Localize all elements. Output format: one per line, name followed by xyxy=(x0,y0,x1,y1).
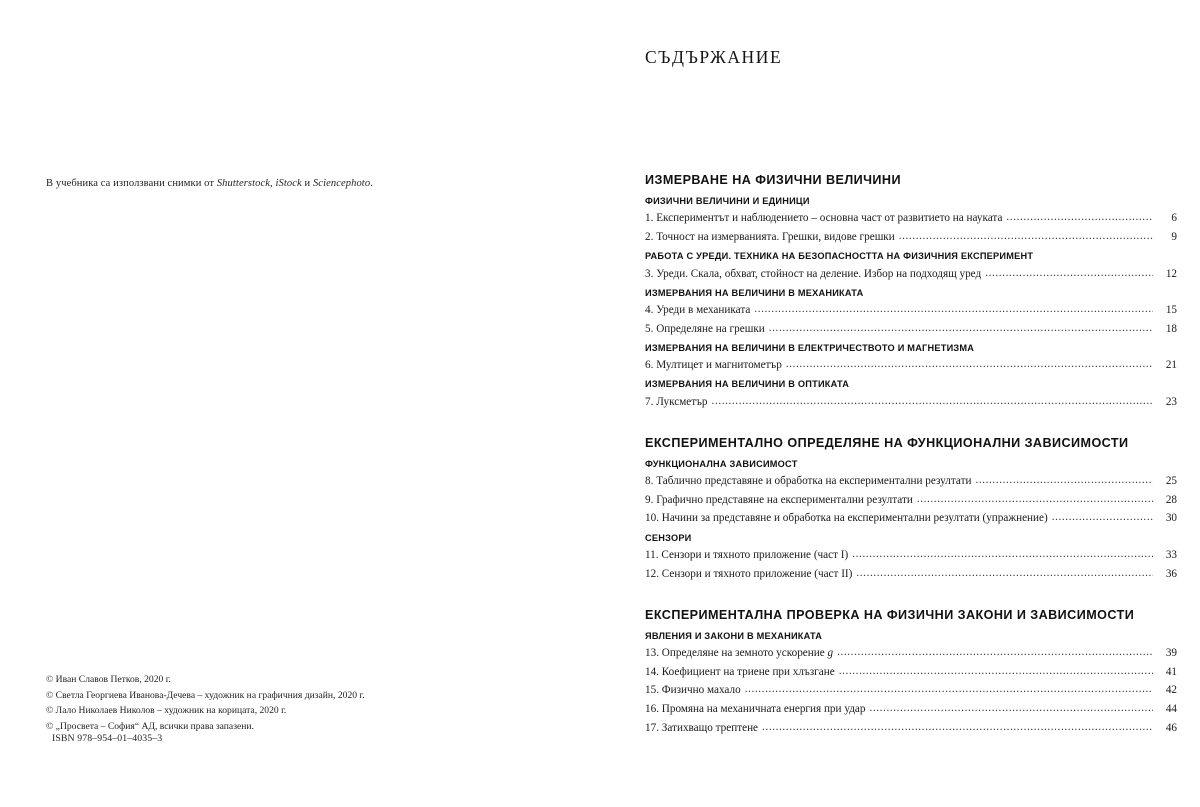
toc-dot-leader xyxy=(786,357,1153,368)
toc-section-title: ФИЗИЧНИ ВЕЛИЧИНИ И ЕДИНИЦИ xyxy=(645,195,810,206)
copyright-line: © Светла Георгиева Иванова-Дечева – художник на графичния дизайн, 2020 г. xyxy=(46,689,365,701)
toc-entry[interactable] xyxy=(645,211,1177,226)
toc-entry-label: 4. Уреди в механиката xyxy=(645,304,751,317)
toc-page-number: 23 xyxy=(1165,395,1177,408)
toc-entry-label: 10. Начини за представяне и обработка на експериментални резултати (упражнение) xyxy=(645,512,1048,525)
toc-entry[interactable] xyxy=(645,267,1177,282)
toc-dot-leader xyxy=(712,394,1153,405)
right-page xyxy=(600,0,1200,807)
photo-credit-prefix: В учебника са използвани снимки от xyxy=(46,178,217,189)
toc-page-number: 12 xyxy=(1165,267,1177,280)
toc-entry-label: 15. Физично махало xyxy=(645,684,741,697)
toc-page-number: 39 xyxy=(1165,647,1177,660)
toc-entry-label: 5. Определяне на грешки xyxy=(645,322,765,335)
toc-section-title: РАБОТА С УРЕДИ. ТЕХНИКА НА БЕЗОПАСНОСТТА НА ФИЗИЧНИЯ ЕКСПЕРИМЕНТ xyxy=(645,251,1034,262)
page-title: СЪДЪРЖАНИЕ xyxy=(645,47,783,67)
toc-page-number: 25 xyxy=(1165,475,1177,488)
toc-entry-label: 16. Промяна на механичната енергия при удар xyxy=(645,702,866,715)
copyright-line: © Лало Николаев Николов – художник на корицата, 2020 г. xyxy=(46,705,287,717)
toc-page-number: 9 xyxy=(1171,230,1177,243)
photo-credit-suffix: . xyxy=(370,178,373,189)
photo-credit-sep2: и xyxy=(301,178,313,189)
toc-dot-leader xyxy=(917,492,1153,503)
toc-dot-leader xyxy=(852,547,1153,558)
toc-entry[interactable] xyxy=(645,721,1177,736)
photo-source-istock: iStock xyxy=(275,178,302,189)
toc-entry[interactable] xyxy=(645,665,1177,680)
toc-dot-leader xyxy=(839,664,1153,675)
toc-entry[interactable] xyxy=(645,474,1177,489)
copyright-block xyxy=(46,672,365,734)
photo-credit-note xyxy=(46,177,373,191)
copyright-line: © „Просвета – София“ АД, всички права запазени. xyxy=(46,720,254,732)
toc-part xyxy=(645,607,1177,736)
toc-entry[interactable] xyxy=(645,322,1177,337)
toc-part xyxy=(645,435,1177,582)
toc-dot-leader xyxy=(754,302,1153,313)
toc-page-number: 46 xyxy=(1165,721,1177,734)
toc-part xyxy=(645,172,1177,410)
toc-entry-label: 7. Луксметър xyxy=(645,395,708,408)
toc-entry-label: 2. Точност на измерванията. Грешки, видове грешки xyxy=(645,230,895,243)
toc-entry-label: 14. Коефициент на триене при хлъзгане xyxy=(645,665,835,678)
toc-page-number: 6 xyxy=(1171,212,1177,225)
toc-dot-leader xyxy=(985,266,1153,277)
toc-entry-label: 17. Затихващо трептене xyxy=(645,721,759,734)
toc-part-title: ЕКСПЕРИМЕНТАЛНА ПРОВЕРКА НА ФИЗИЧНИ ЗАКОНИ И ЗАВИСИМОСТИ xyxy=(645,607,1135,622)
toc-entry-label: 9. Графично представяне на експериментални резултати xyxy=(645,493,913,506)
toc-entry-label: 12. Сензори и тяхното приложение (част II) xyxy=(645,567,853,580)
toc-page-number: 30 xyxy=(1165,512,1177,525)
photo-credit-sep1: , xyxy=(270,178,276,189)
toc-entry[interactable] xyxy=(645,548,1177,563)
toc-entry[interactable] xyxy=(645,511,1177,526)
toc-section-title: СЕНЗОРИ xyxy=(645,532,692,543)
toc-page-number: 44 xyxy=(1165,702,1177,715)
photo-source-shutterstock: Shutterstock xyxy=(216,178,270,189)
toc-section-title: ЯВЛЕНИЯ И ЗАКОНИ В МЕХАНИКАТА xyxy=(645,630,823,641)
toc-entry[interactable] xyxy=(645,646,1177,661)
toc-page-number: 15 xyxy=(1165,304,1177,317)
toc-page-number: 28 xyxy=(1165,493,1177,506)
toc-page-number: 42 xyxy=(1165,684,1177,697)
toc-entry-label: 6. Мултицет и магнитометър xyxy=(645,359,782,372)
table-of-contents xyxy=(645,172,1177,739)
toc-entry[interactable] xyxy=(645,683,1177,698)
toc-dot-leader xyxy=(899,229,1153,240)
toc-part-title: ЕКСПЕРИМЕНТАЛНО ОПРЕДЕЛЯНЕ НА ФУНКЦИОНАЛНИ ЗАВИСИМОСТИ xyxy=(645,435,1129,450)
toc-dot-leader xyxy=(1052,510,1153,521)
copyright-line: © Иван Славов Петков, 2020 г. xyxy=(46,674,171,685)
toc-entry-label: 3. Уреди. Скала, обхват, стойност на деление. Избор на подходящ уред xyxy=(645,267,982,280)
toc-entry[interactable] xyxy=(645,702,1177,717)
toc-part-title: ИЗМЕРВАНЕ НА ФИЗИЧНИ ВЕЛИЧИНИ xyxy=(645,173,901,187)
toc-dot-leader xyxy=(869,701,1153,712)
photo-source-sciencephoto: Sciencephoto xyxy=(312,178,371,189)
toc-section-title: ФУНКЦИОНАЛНА ЗАВИСИМОСТ xyxy=(645,458,798,469)
toc-page-number: 18 xyxy=(1165,322,1177,335)
toc-section-title: ИЗМЕРВАНИЯ НА ВЕЛИЧИНИ В ЕЛЕКТРИЧЕСТВОТО И МАГНЕТИЗМА xyxy=(645,342,975,353)
toc-dot-leader xyxy=(1006,210,1153,221)
toc-dot-leader xyxy=(837,645,1153,656)
toc-entry[interactable] xyxy=(645,493,1177,508)
isbn-line: ISBN 978–954–01–4035–3 xyxy=(52,733,163,744)
toc-section-title: ИЗМЕРВАНИЯ НА ВЕЛИЧИНИ В МЕХАНИКАТА xyxy=(645,287,864,298)
toc-dot-leader xyxy=(975,473,1153,484)
toc-entry[interactable] xyxy=(645,358,1177,373)
toc-page-number: 33 xyxy=(1165,549,1177,562)
toc-section-title: ИЗМЕРВАНИЯ НА ВЕЛИЧИНИ В ОПТИКАТА xyxy=(645,379,850,390)
toc-dot-leader xyxy=(769,321,1153,332)
toc-entry-label: 8. Таблично представяне и обработка на експериментални резултати xyxy=(645,475,972,488)
toc-entry-text: 13. Определяне на земното ускорение xyxy=(645,647,828,660)
toc-dot-leader xyxy=(762,720,1153,731)
toc-page-number: 21 xyxy=(1165,359,1177,372)
toc-entry-label: 11. Сензори и тяхното приложение (част I) xyxy=(645,549,849,562)
toc-page-number: 36 xyxy=(1165,567,1177,580)
toc-entry-label xyxy=(645,646,836,661)
toc-dot-leader xyxy=(745,682,1153,693)
toc-entry-symbol: g xyxy=(827,647,834,660)
toc-entry[interactable] xyxy=(645,567,1177,582)
toc-dot-leader xyxy=(856,566,1153,577)
toc-entry-label: 1. Експериментът и наблюдението – основна част от развитието на науката xyxy=(645,212,1003,225)
toc-entry[interactable] xyxy=(645,230,1177,245)
toc-entry[interactable] xyxy=(645,395,1177,410)
toc-page-number: 41 xyxy=(1165,665,1177,678)
toc-entry[interactable] xyxy=(645,303,1177,318)
